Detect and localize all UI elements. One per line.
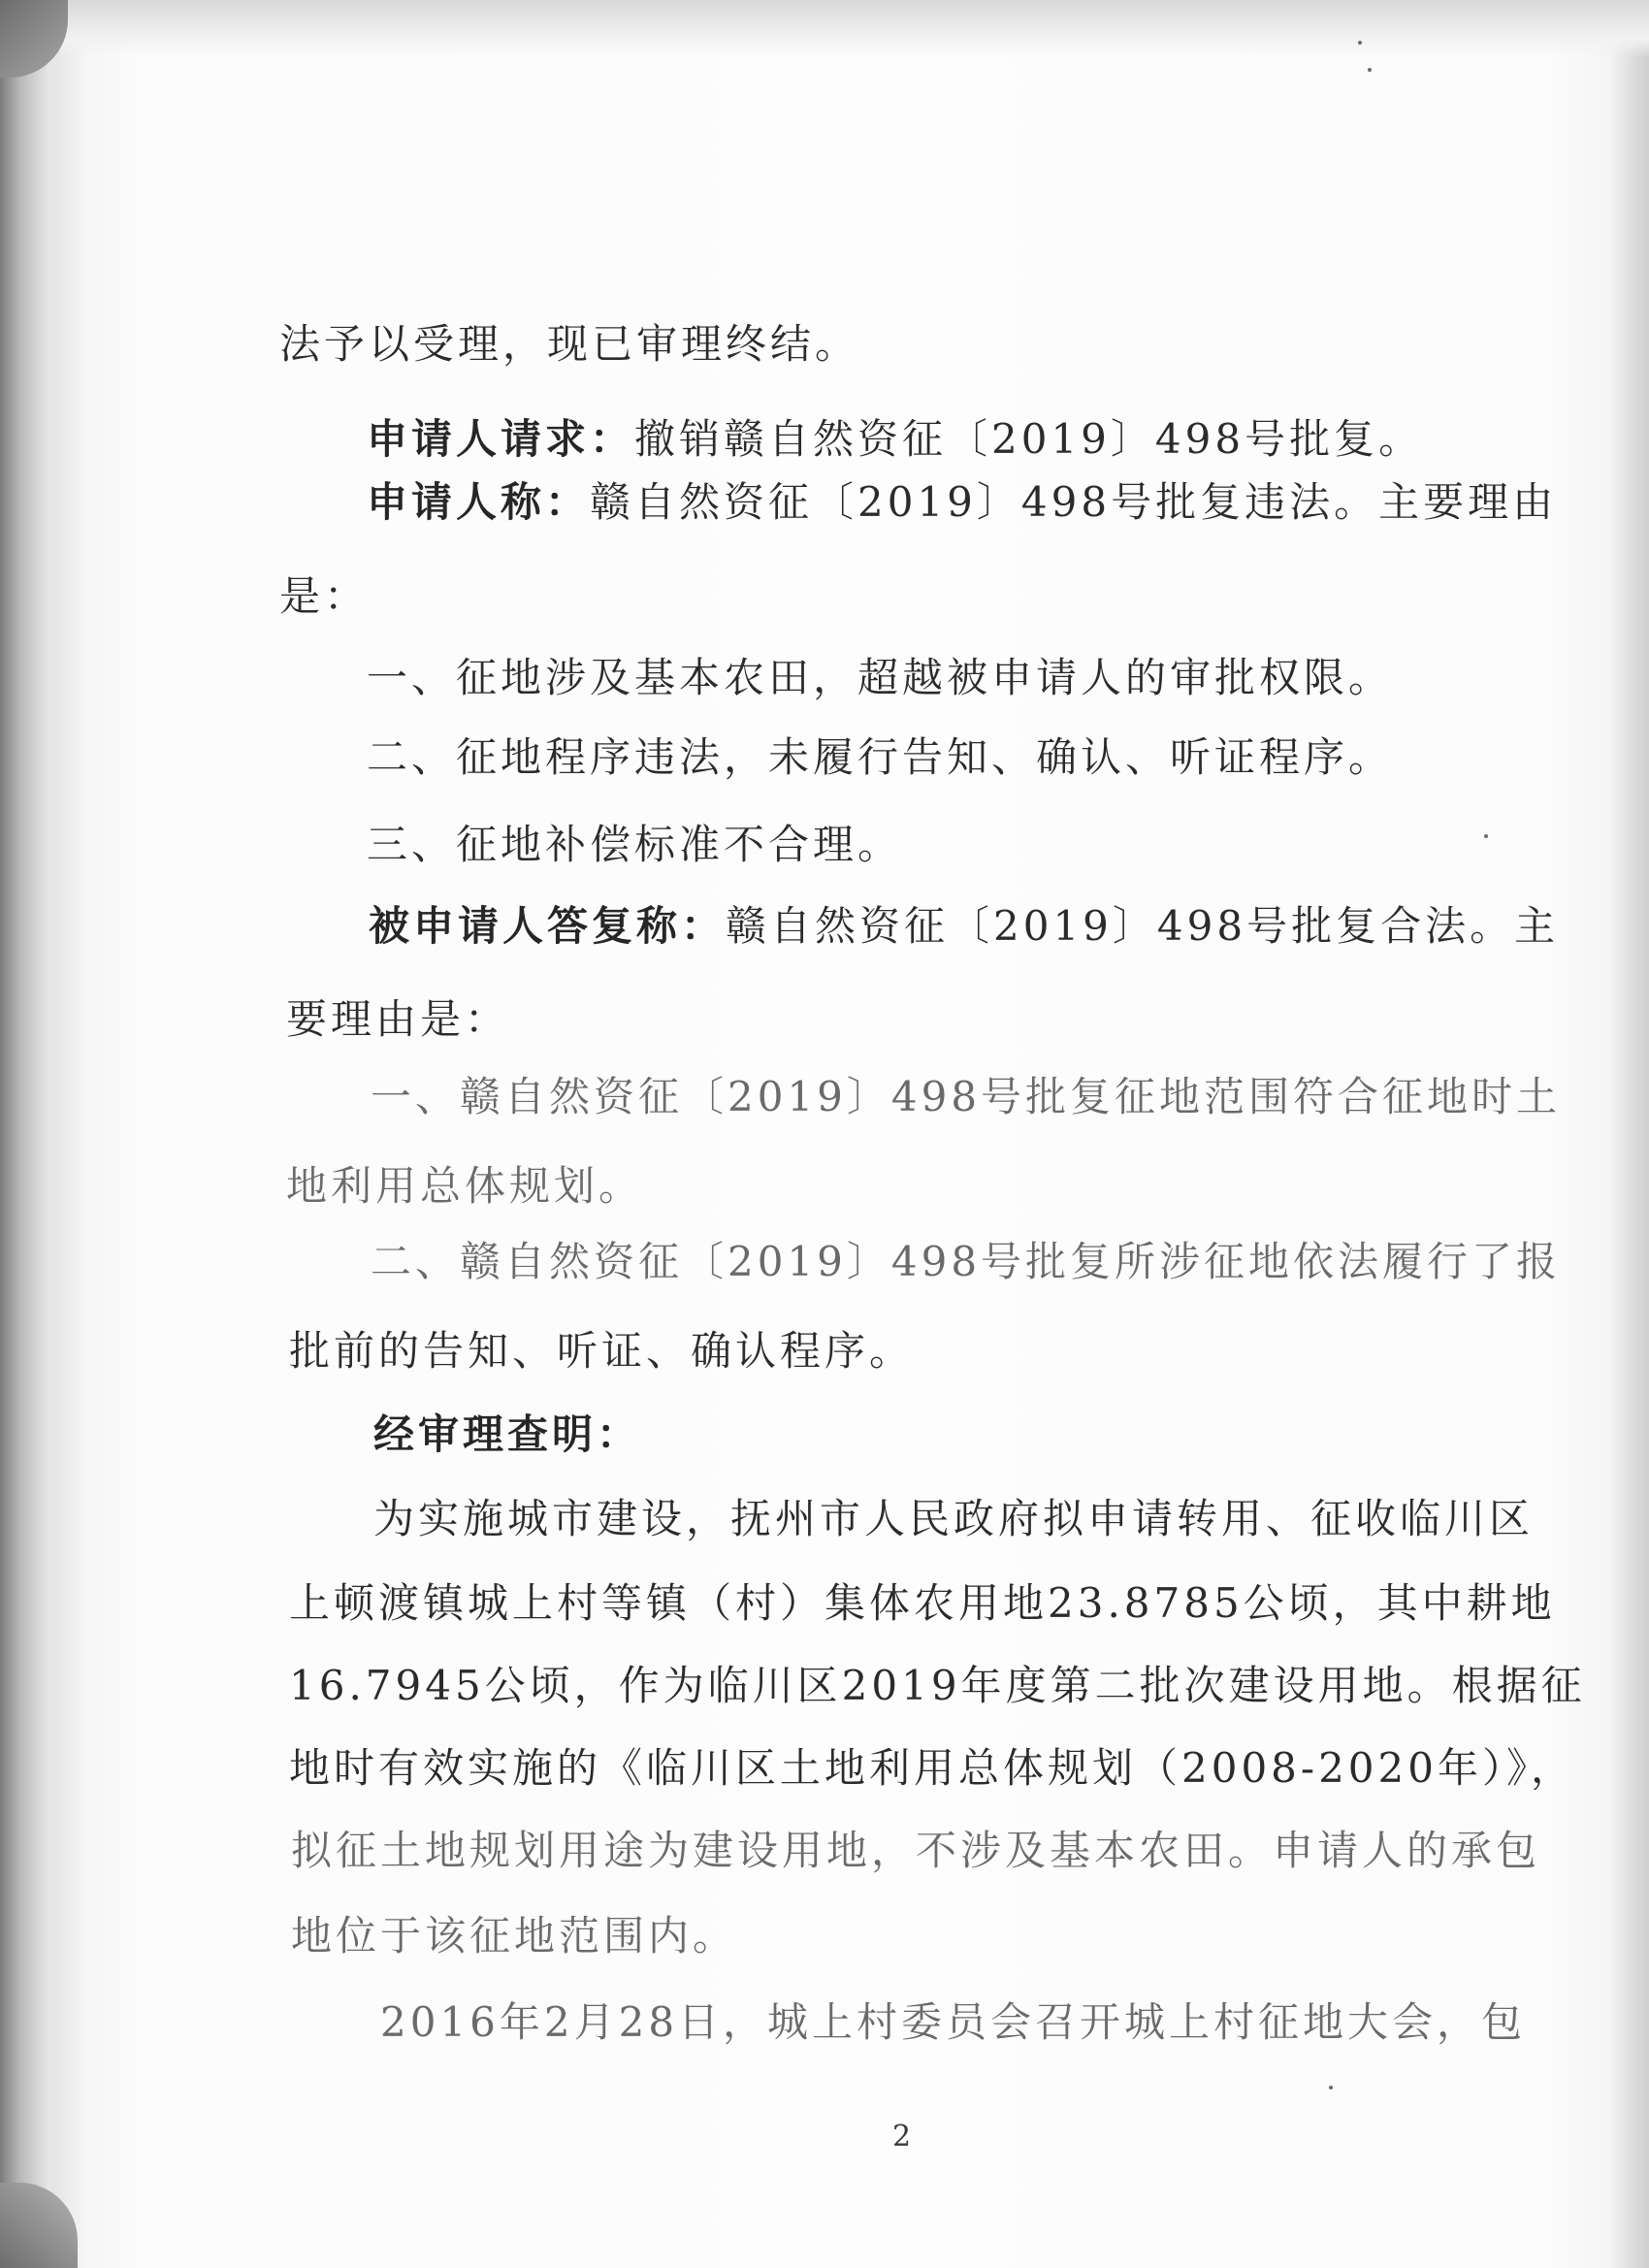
body-line bbox=[367, 813, 902, 871]
line-text: 地时有效实施的《临川区土地利用总体规划（2008-2020年）》， bbox=[289, 1744, 1575, 1792]
body-line bbox=[279, 312, 859, 371]
section-label: 被申请人答复称： bbox=[369, 902, 727, 950]
line-text: 一、赣自然资征〔2019〕498号批复征地范围符合征地时土 bbox=[371, 1073, 1562, 1120]
body-line bbox=[373, 1487, 1534, 1545]
body-line bbox=[286, 1154, 643, 1213]
body-line bbox=[286, 988, 509, 1046]
body-line bbox=[291, 1819, 1540, 1877]
body-line bbox=[367, 470, 1557, 529]
line-text: 地位于该征地范围内。 bbox=[291, 1912, 738, 1960]
line-text: 赣自然资征〔2019〕498号批复合法。主 bbox=[726, 902, 1560, 950]
line-text: 二、赣自然资征〔2019〕498号批复所涉征地依法履行了报 bbox=[371, 1238, 1562, 1285]
body-line bbox=[289, 1571, 1556, 1630]
line-text: 三、征地补偿标准不合理。 bbox=[367, 821, 903, 868]
section-label: 申请人请求： bbox=[367, 415, 635, 463]
body-line bbox=[289, 1736, 1575, 1795]
body-line bbox=[291, 1904, 737, 1962]
line-text: 二、征地程序违法，未履行告知、确认、听证程序。 bbox=[367, 733, 1394, 781]
body-line bbox=[371, 1230, 1561, 1288]
line-text: 撤销赣自然资征〔2019〕498号批复。 bbox=[634, 415, 1424, 463]
section-label: 申请人称： bbox=[367, 478, 591, 526]
body-line bbox=[371, 1065, 1561, 1123]
line-text: 上顿渡镇城上村等镇（村）集体农用地23.8785公顷，其中耕地 bbox=[289, 1579, 1556, 1627]
line-text: 要理由是： bbox=[286, 995, 510, 1043]
line-text: 法予以受理，现已审理终结。 bbox=[279, 320, 860, 368]
body-line bbox=[380, 1991, 1526, 2049]
line-text: 16.7945公顷，作为临川区2019年度第二批次建设用地。根据征 bbox=[289, 1662, 1586, 1709]
line-text: 2016年2月28日，城上村委员会召开城上村征地大会，包 bbox=[380, 1998, 1527, 2046]
body-line bbox=[289, 1654, 1586, 1712]
section-label: 经审理查明： bbox=[373, 1410, 642, 1458]
line-text: 为实施城市建设，抚州市人民政府拟申请转用、征收临川区 bbox=[373, 1495, 1535, 1542]
line-text: 拟征土地规划用途为建设用地，不涉及基本农田。申请人的承包 bbox=[291, 1827, 1541, 1874]
line-text: 一、征地涉及基本农田，超越被申请人的审批权限。 bbox=[367, 654, 1394, 701]
page-number: 2 bbox=[892, 2120, 912, 2154]
body-line bbox=[289, 1319, 914, 1377]
body-line bbox=[367, 726, 1393, 784]
line-text: 地利用总体规划。 bbox=[286, 1162, 644, 1210]
line-text: 是： bbox=[279, 572, 370, 620]
body-line bbox=[279, 565, 369, 623]
body-line bbox=[373, 1403, 641, 1461]
line-text: 批前的告知、听证、确认程序。 bbox=[289, 1327, 915, 1375]
body-line bbox=[367, 646, 1393, 704]
line-text: 赣自然资征〔2019〕498号批复违法。主要理由 bbox=[590, 478, 1558, 526]
body-line bbox=[369, 894, 1559, 953]
body-line bbox=[367, 407, 1423, 466]
